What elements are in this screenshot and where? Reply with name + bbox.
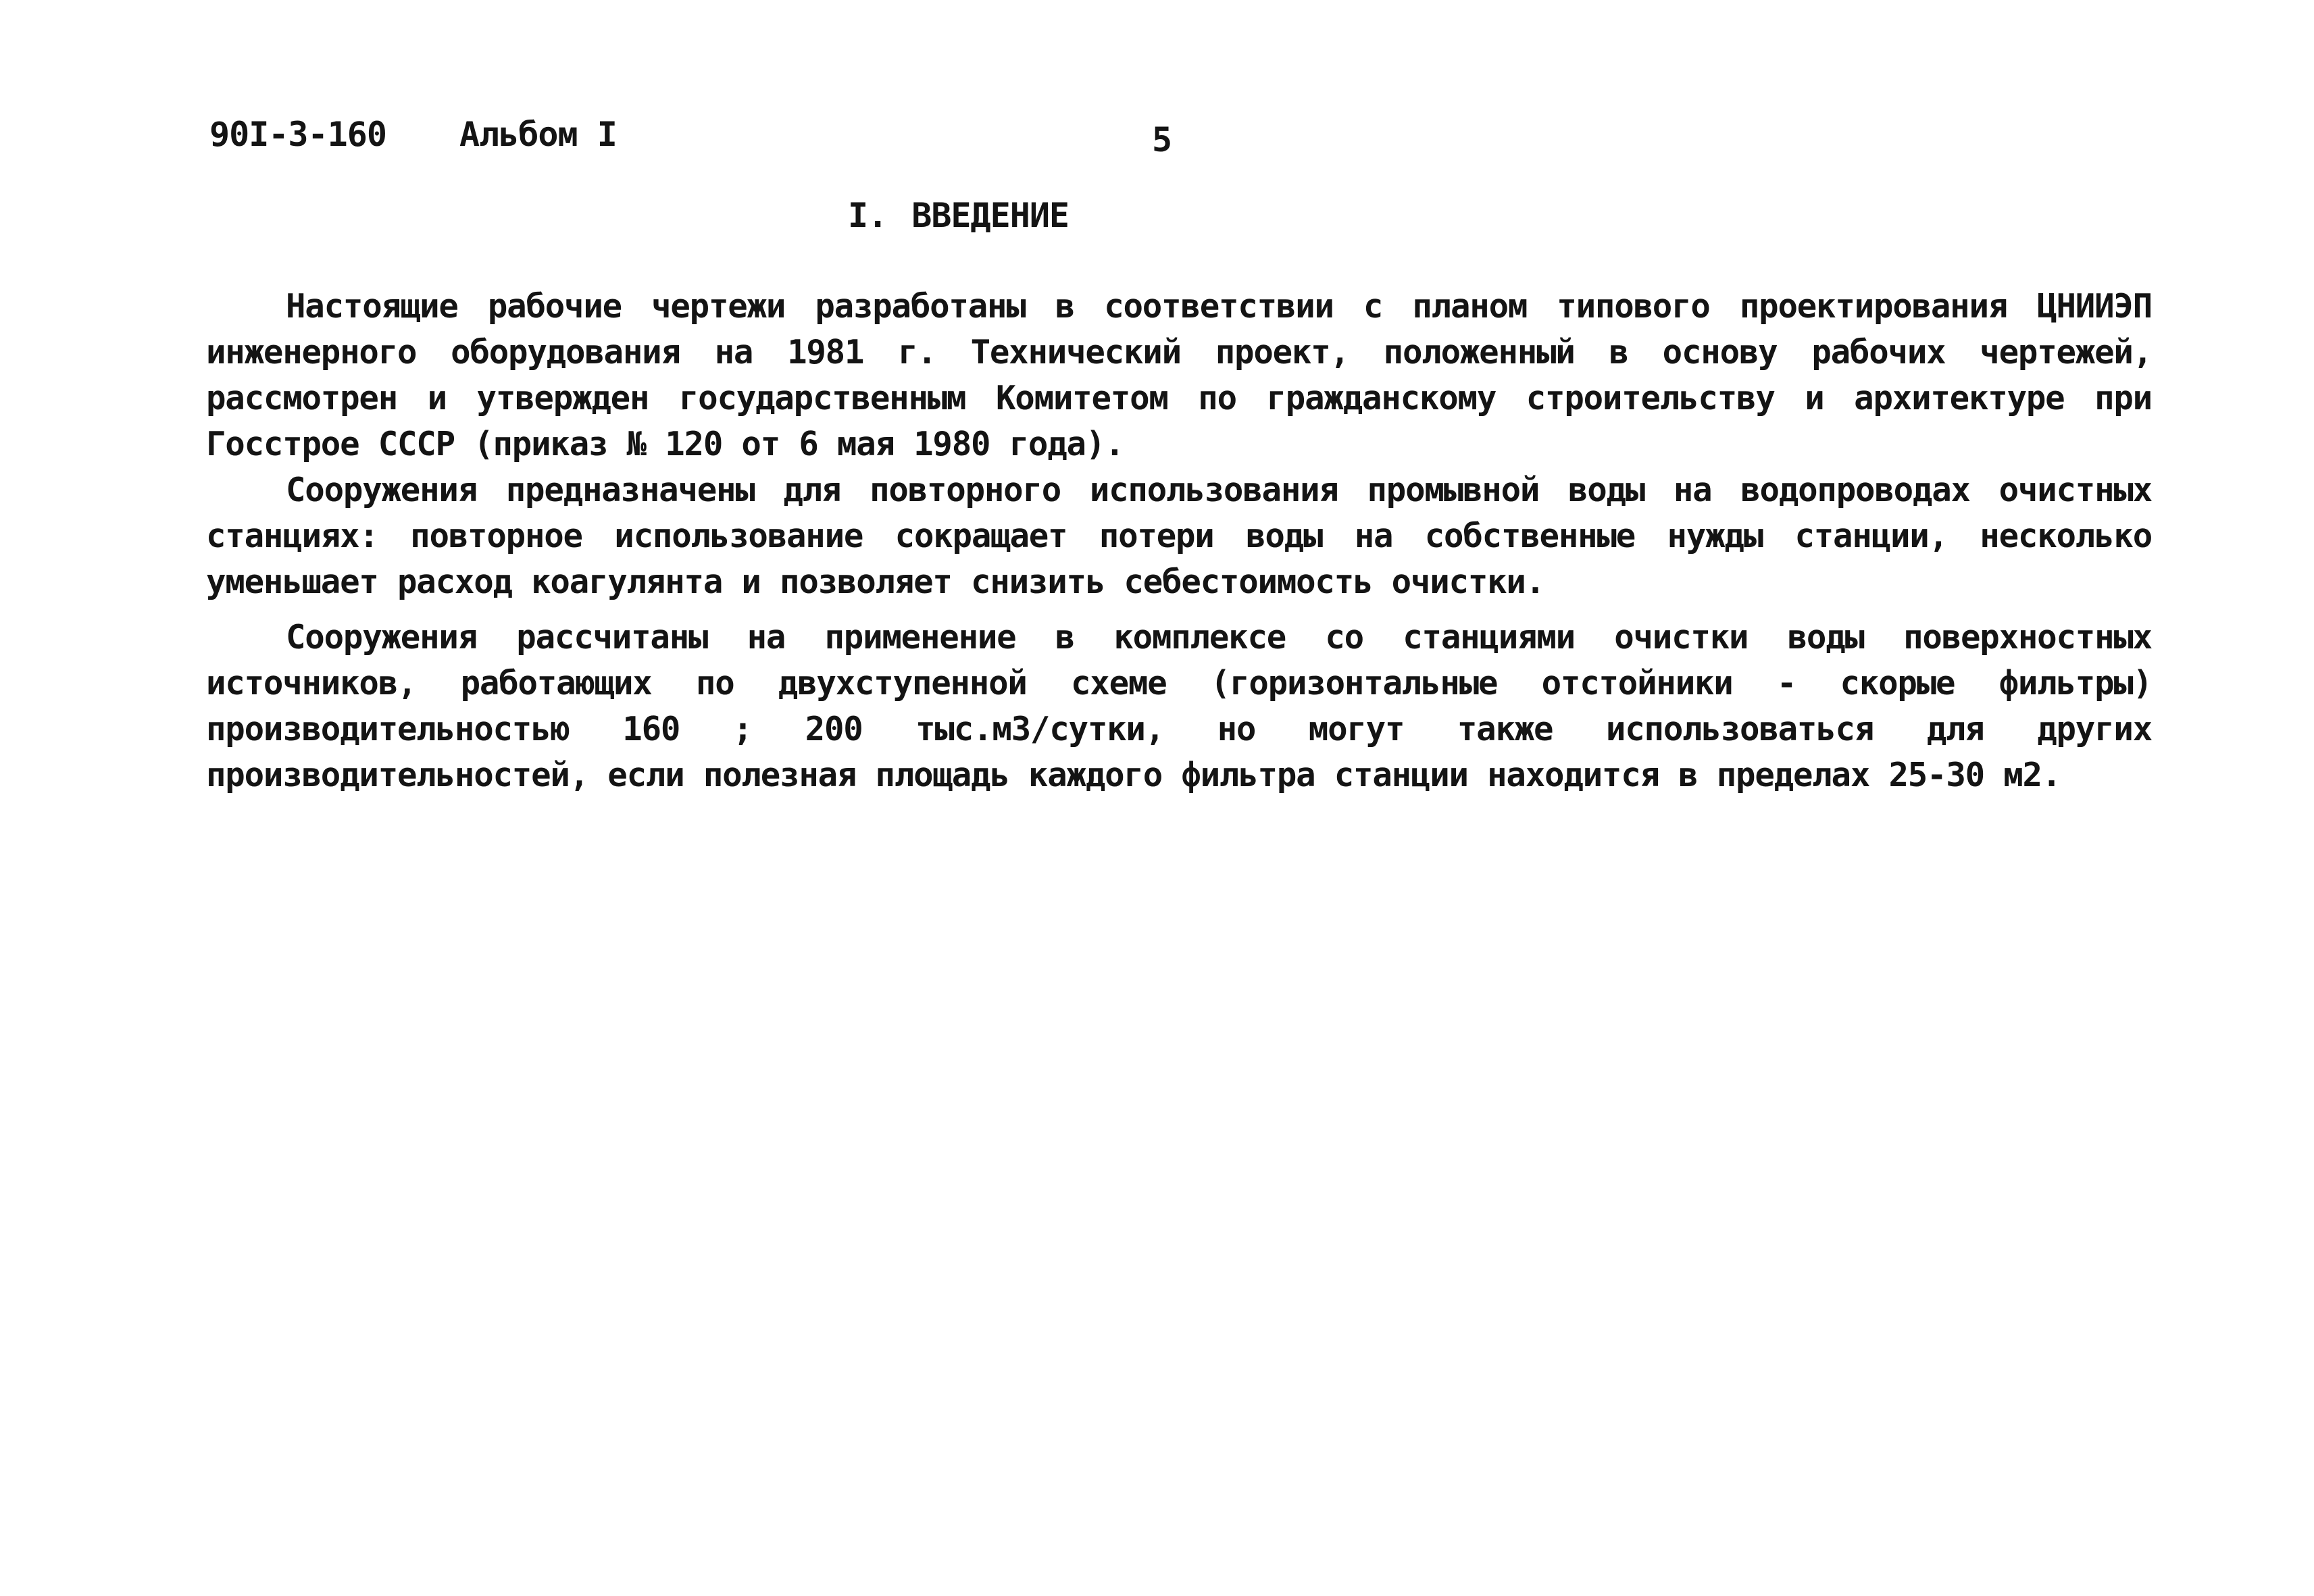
section-heading	[848, 196, 1069, 235]
album-label: Альбом I	[459, 115, 617, 154]
document-code: 90I-3-160	[209, 115, 386, 154]
section-number: I.	[848, 196, 888, 235]
page-number: 5	[1152, 120, 1172, 159]
paragraph-intro: Настоящие рабочие чертежи разработаны в соответствии с планом типового проектирования ЦНИИЭП инженерного оборудования на 1981 г. Технический проект, положенный в основу рабочих чертежей, рассмотрен и утвержден государственным Комитетом по гражданскому строительству и архитектуре при Госстрое СССР (приказ № 120 от 6 мая 1980 года).	[206, 287, 2152, 463]
page-header	[209, 115, 1290, 169]
paragraph-purpose: Сооружения предназначены для повторного использования промывной воды на водопроводах очистных станциях: повторное использование сокращает потери воды на собственные нужды станции, несколько уменьшает расход коагулянта и позволяет снизить себестоимость очистки.	[206, 471, 2152, 601]
body-text	[206, 284, 2152, 798]
section-title: ВВЕДЕНИЕ	[911, 196, 1070, 235]
paragraph-application: Сооружения рассчитаны на применение в комплексе со станциями очистки воды поверхностных источников, работающих по двухступенной схеме (горизонтальные отстойники - скорые фильтры) производительностью 160 ; 200 тыс.м3/сутки, но могут также использоваться для других производительностей, если полезная площадь каждого фильтра станции находится в пределах 25-30 м2.	[206, 618, 2152, 794]
